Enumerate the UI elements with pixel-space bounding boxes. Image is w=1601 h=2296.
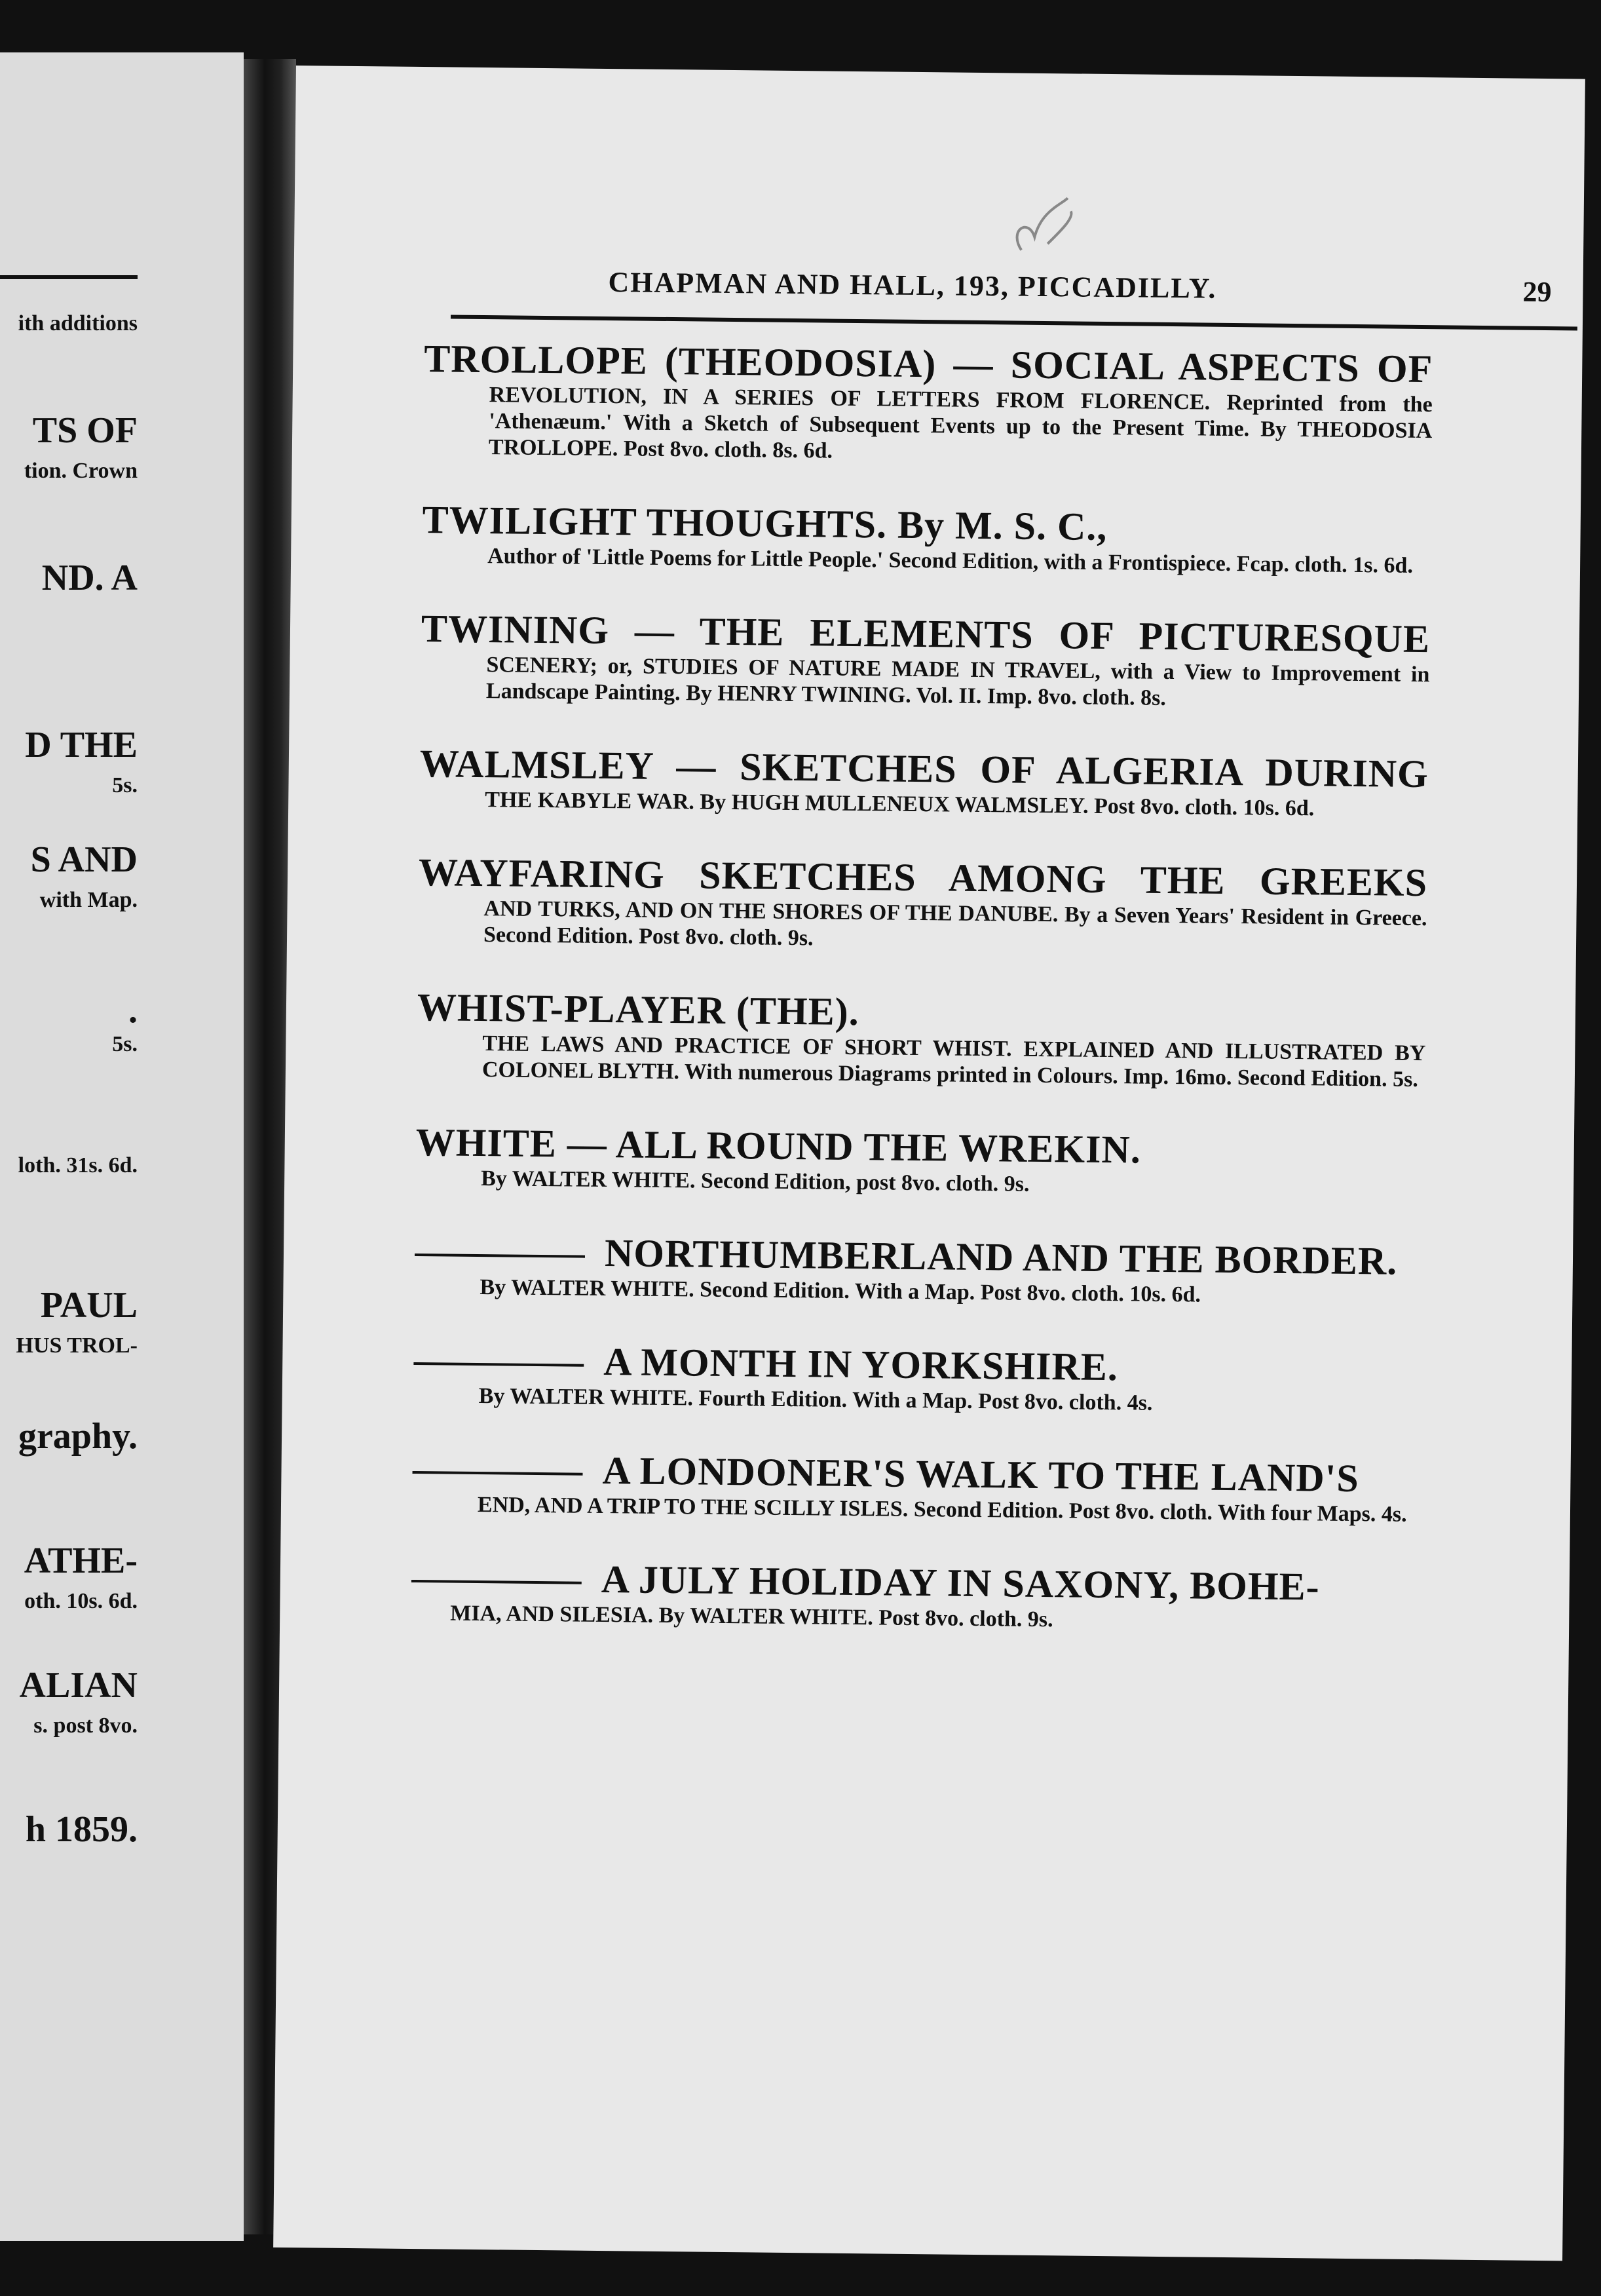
left-page-fragment: ND. A bbox=[41, 558, 138, 598]
pencil-mark-icon bbox=[1002, 191, 1081, 270]
left-page-fragment: 5s. bbox=[112, 1032, 138, 1056]
entry-twilight-thoughts bbox=[422, 497, 1431, 579]
entry-description: AND TURKS, AND ON THE SHORES OF THE DANUBE. By a Seven Years' Resident in Greece. Second Edition. Post 8vo. cloth. 9s. bbox=[483, 896, 1427, 951]
entry-description: THE KABYLE WAR. By HUGH MULLENEUX WALMSLEY. Post 8vo. cloth. 10s. 6d. bbox=[485, 788, 1315, 821]
previous-page-fragment bbox=[0, 52, 244, 2241]
catalogue-entries bbox=[410, 335, 1433, 1674]
left-page-fragment: ATHE- bbox=[24, 1540, 138, 1581]
entry-walmsley bbox=[419, 740, 1429, 823]
left-page-fragment: tion. Crown bbox=[24, 459, 138, 483]
ditto-rule bbox=[415, 1253, 585, 1258]
entry-description: SCENERY; or, STUDIES OF NATURE MADE IN TRAVEL, with a View to Improvement in Landscape Painting. By HENRY TWINING. Vol. II. Imp. 8vo. cloth. 8s. bbox=[485, 653, 1430, 710]
left-page-fragment: s. post 8vo. bbox=[33, 1713, 138, 1738]
entry-londoners-walk bbox=[412, 1445, 1422, 1528]
left-page-fragment: ith additions bbox=[18, 311, 138, 335]
left-page-fragment: with Map. bbox=[39, 888, 138, 912]
entry-trollope bbox=[423, 335, 1433, 470]
entry-description: By WALTER WHITE. Second Edition, post 8vo. cloth. 9s. bbox=[481, 1166, 1030, 1196]
left-page-fragment: PAUL bbox=[40, 1285, 138, 1326]
entry-title: WAYFARING SKETCHES AMONG THE GREEKS bbox=[418, 851, 1428, 905]
entry-description: By WALTER WHITE. Second Edition. With a Map. Post 8vo. cloth. 10s. 6d. bbox=[480, 1275, 1201, 1307]
catalogue-page bbox=[273, 66, 1585, 2261]
left-page-fragment: HUS TROL- bbox=[16, 1333, 138, 1358]
entry-title: TWINING — THE ELEMENTS OF PICTURESQUE bbox=[421, 607, 1431, 661]
entry-title: WALMSLEY — SKETCHES OF ALGERIA DURING bbox=[419, 742, 1429, 796]
left-page-fragment: h 1859. bbox=[25, 1809, 138, 1850]
left-page-fragment: S AND bbox=[30, 839, 138, 880]
ditto-rule bbox=[413, 1471, 583, 1476]
entry-title: A LONDONER'S WALK TO THE LAND'S bbox=[602, 1449, 1360, 1501]
left-page-fragment: ALIAN bbox=[19, 1665, 138, 1706]
entry-northumberland bbox=[414, 1228, 1423, 1311]
entry-white-wrekin bbox=[415, 1119, 1425, 1202]
ditto-rule bbox=[413, 1362, 584, 1367]
entry-title: A MONTH IN YORKSHIRE. bbox=[603, 1340, 1119, 1389]
entry-description: END, AND A TRIP TO THE SCILLY ISLES. Second Edition. Post 8vo. cloth. With four Maps. 4s. bbox=[477, 1493, 1407, 1527]
left-page-fragment: oth. 10s. 6d. bbox=[24, 1589, 138, 1613]
running-head: CHAPMAN AND HALL, 193, PICCADILLY. bbox=[608, 266, 1217, 305]
entry-description: THE LAWS AND PRACTICE OF SHORT WHIST. EXPLAINED AND ILLUSTRATED BY COLONEL BLYTH. With numerous Diagrams printed in Colours. Imp. 16mo. Second Edition. 5s. bbox=[481, 1031, 1426, 1092]
ditto-rule bbox=[411, 1580, 582, 1584]
entry-title: WHIST-PLAYER (THE). bbox=[417, 985, 860, 1034]
entry-title: NORTHUMBERLAND AND THE BORDER. bbox=[604, 1231, 1398, 1283]
left-page-fragment: 5s. bbox=[112, 773, 138, 797]
entry-twining bbox=[421, 605, 1430, 714]
left-page-fragment: loth. 31s. 6d. bbox=[18, 1153, 138, 1177]
left-page-fragment: TS OF bbox=[32, 410, 138, 451]
left-page-fragment: graphy. bbox=[18, 1416, 138, 1457]
entry-wayfaring bbox=[418, 849, 1427, 958]
header-rule bbox=[451, 315, 1577, 330]
entry-title: TROLLOPE (THEODOSIA) — SOCIAL ASPECTS OF bbox=[423, 337, 1433, 391]
left-header-rule bbox=[0, 275, 138, 279]
page-number: 29 bbox=[1522, 275, 1552, 309]
entry-title: A JULY HOLIDAY IN SAXONY, BOHE- bbox=[601, 1558, 1320, 1609]
left-page-fragment: . bbox=[128, 990, 138, 1031]
entry-title: TWILIGHT THOUGHTS. By M. S. C., bbox=[422, 498, 1108, 549]
entry-yorkshire bbox=[413, 1337, 1423, 1419]
entry-description: By WALTER WHITE. Fourth Edition. With a Map. Post 8vo. cloth. 4s. bbox=[478, 1384, 1153, 1415]
entry-july-holiday bbox=[411, 1554, 1420, 1637]
entry-title: WHITE — ALL ROUND THE WREKIN. bbox=[415, 1120, 1142, 1172]
left-page-fragment: D THE bbox=[25, 725, 138, 765]
entry-whist-player bbox=[417, 984, 1426, 1093]
page-header bbox=[451, 263, 1578, 347]
entry-description: Author of 'Little Poems for Little People.' Second Edition, with a Frontispiece. Fcap. cloth. 1s. 6d. bbox=[487, 544, 1414, 578]
entry-description: REVOLUTION, IN A SERIES OF LETTERS FROM FLORENCE. Reprinted from the 'Athenæum.' With a Sketch of Subsequent Events up to the Present Time. By THEODOSIA TROLLOPE. Post 8vo. cloth. 8s. 6d. bbox=[488, 383, 1433, 463]
entry-description: MIA, AND SILESIA. By WALTER WHITE. Post 8vo. cloth. 9s. bbox=[450, 1601, 1053, 1632]
